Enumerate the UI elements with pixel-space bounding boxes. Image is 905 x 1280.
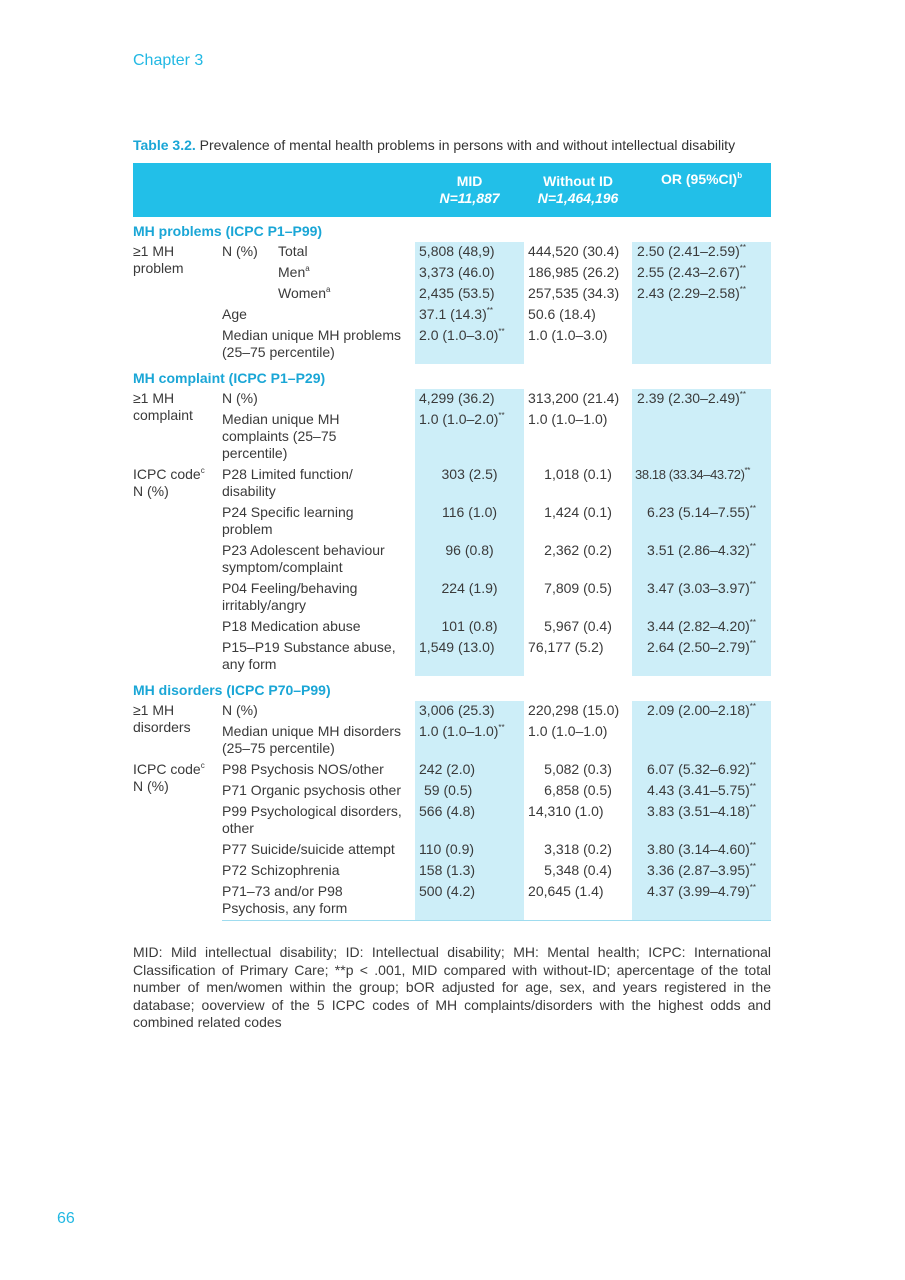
cell-or — [632, 242, 771, 263]
cell-mid: 116 (1.0) — [415, 503, 524, 541]
page-number: 66 — [57, 1210, 75, 1227]
cell-mid-value: 1.0 (1.0–2.0) — [419, 411, 499, 427]
table-row — [133, 389, 771, 410]
row-group-label — [133, 760, 222, 921]
row-measure: Median unique MH disorders (25–75 percentile) — [222, 723, 401, 756]
row-measure: P72 Schizophrenia — [222, 862, 340, 878]
row-measure: P04 Feeling/behaving irritably/angry — [222, 580, 358, 613]
row-group-label — [133, 326, 222, 364]
table-row — [133, 722, 771, 760]
section-title-row — [133, 217, 771, 242]
header-or-sup: b — [737, 171, 743, 180]
cell-mid — [415, 722, 524, 760]
footnote-marker: a — [305, 264, 310, 273]
cell-or-value: 3.51 (2.86–4.32) — [647, 542, 750, 558]
table-row — [133, 326, 771, 364]
row-measure: N (%) — [222, 390, 258, 406]
cell-mid: 158 (1.3) — [415, 861, 524, 882]
cell-without-id: 257,535 (34.3) — [528, 285, 620, 301]
cell-or — [632, 503, 771, 541]
significance-marker: ** — [739, 390, 747, 399]
cell-or-value: 38.18 (33.34–43.72) — [635, 467, 745, 482]
cell-without-id: 5,348 (0.4) — [544, 862, 612, 878]
cell-mid: 59 (0.5) — [415, 781, 524, 802]
cell-without-id: 5,082 (0.3) — [544, 761, 612, 777]
cell-mid: 96 (0.8) — [415, 541, 524, 579]
cell-or-value: 3.80 (3.14–4.60) — [647, 841, 750, 857]
cell-mid — [415, 305, 524, 326]
cell-without-id: 1,424 (0.1) — [544, 504, 612, 520]
significance-marker: ** — [749, 639, 757, 648]
cell-or-value: 2.64 (2.50–2.79) — [647, 639, 750, 655]
cell-without-id: 444,520 (30.4) — [528, 243, 620, 259]
row-measure: P71 Organic psychosis other — [222, 782, 401, 798]
cell-mid-value: 2.0 (1.0–3.0) — [419, 327, 499, 343]
cell-or-value: 6.23 (5.14–7.55) — [647, 504, 750, 520]
cell-or — [632, 326, 771, 364]
cell-or-value: 3.83 (3.51–4.18) — [647, 803, 750, 819]
cell-mid — [415, 326, 524, 364]
cell-mid: 566 (4.8) — [415, 802, 524, 840]
table-row — [133, 284, 771, 305]
table-caption-text: Prevalence of mental health problems in persons with and without intellectual disability — [199, 137, 736, 153]
row-measure — [222, 284, 278, 305]
row-measure: P18 Medication abuse — [222, 618, 361, 634]
cell-mid-value: 1.0 (1.0–1.0) — [419, 723, 499, 739]
cell-without-id: 3,318 (0.2) — [544, 841, 612, 857]
table-row — [133, 242, 771, 263]
table-caption — [133, 137, 773, 153]
cell-mid: 3,006 (25.3) — [415, 701, 524, 722]
row-group-label: ≥1 MH problem — [133, 243, 184, 276]
table-row — [133, 802, 771, 840]
row-measure: P28 Limited function/ disability — [222, 466, 353, 499]
row-measure: P98 Psychosis NOS/other — [222, 761, 384, 777]
significance-marker: ** — [498, 327, 505, 336]
table-row — [133, 541, 771, 579]
header-mid — [415, 163, 524, 217]
footnote-marker: c — [200, 761, 205, 770]
section-title: MH problems (ICPC P1–P99) — [133, 223, 323, 239]
cell-mid: 3,373 (46.0) — [415, 263, 524, 284]
significance-marker: ** — [739, 243, 747, 252]
cell-or-value: 2.39 (2.30–2.49) — [637, 390, 740, 406]
cell-or-value: 2.43 (2.29–2.58) — [637, 285, 740, 301]
cell-without-id: 220,298 (15.0) — [528, 702, 620, 718]
cell-mid: 242 (2.0) — [415, 760, 524, 781]
section-title: MH complaint (ICPC P1–P29) — [133, 370, 326, 386]
cell-without-id: 14,310 (1.0) — [528, 803, 604, 819]
table-row — [133, 305, 771, 326]
cell-mid: 101 (0.8) — [415, 617, 524, 638]
row-measure: N (%) — [222, 702, 258, 718]
row-subgroup — [278, 284, 415, 305]
cell-mid: 5,808 (48,9) — [415, 242, 524, 263]
cell-without-id: 20,645 (1.4) — [524, 882, 632, 921]
row-group-label: ≥1 MH disorders — [133, 702, 191, 735]
table-row — [133, 840, 771, 861]
cell-without-id: 1.0 (1.0–3.0) — [528, 327, 608, 343]
cell-or — [632, 802, 771, 840]
table-row — [133, 263, 771, 284]
significance-marker: ** — [749, 782, 757, 791]
table-row — [133, 882, 771, 921]
cell-or-value: 2.55 (2.43–2.67) — [637, 264, 740, 280]
cell-without-id: 1.0 (1.0–1.0) — [528, 723, 608, 739]
cell-mid: 224 (1.9) — [415, 579, 524, 617]
cell-or — [632, 579, 771, 617]
row-subgroup-text: Women — [278, 285, 326, 301]
header-mid-n: N=11,887 — [439, 190, 500, 206]
header-without-id — [524, 163, 632, 217]
significance-marker: ** — [749, 841, 757, 850]
cell-without-id: 6,858 (0.5) — [544, 782, 612, 798]
row-group-label: ≥1 MH complaint — [133, 390, 193, 423]
table-row — [133, 579, 771, 617]
table-footnote: MID: Mild intellectual disability; ID: Intellectual disability; MH: Mental health; ICPC: International Classification of Primary Care; **p < .001, MID compared with without-ID; apercentage of the total number of men/women within the group; bOR adjusted for age, sex, and years registered in the database; ooverview of the 5 ICPC codes of MH complaints/disorders with the highest odds and combined related codes — [133, 944, 771, 1031]
cell-mid: 4,299 (36.2) — [415, 389, 524, 410]
cell-or-value: 3.47 (3.03–3.97) — [647, 580, 750, 596]
significance-marker: ** — [749, 883, 757, 892]
table-row — [133, 638, 771, 676]
row-measure — [222, 263, 278, 284]
cell-or-value: 3.44 (2.82–4.20) — [647, 618, 750, 634]
header-without-id-n: N=1,464,196 — [537, 190, 619, 206]
cell-or — [632, 284, 771, 305]
table-header-row — [133, 163, 771, 217]
table-row — [133, 760, 771, 781]
cell-mid — [415, 410, 524, 465]
row-measure: P24 Specific learning problem — [222, 504, 354, 537]
cell-or — [632, 410, 771, 465]
significance-marker: ** — [498, 411, 505, 420]
header-blank-cell — [133, 163, 415, 217]
cell-mid-value: 37.1 (14.3) — [419, 306, 487, 322]
table-row — [133, 781, 771, 802]
significance-marker: ** — [749, 580, 757, 589]
row-group-label — [133, 305, 222, 326]
row-measure: Age — [222, 306, 247, 322]
row-measure: P77 Suicide/suicide attempt — [222, 841, 395, 857]
cell-or — [632, 465, 771, 503]
row-measure: P23 Adolescent behaviour symptom/complaint — [222, 542, 385, 575]
significance-marker: ** — [749, 761, 757, 770]
row-group-label-sub: N (%) — [133, 778, 169, 794]
cell-or — [632, 861, 771, 882]
prevalence-table — [133, 163, 771, 921]
row-measure: P15–P19 Substance abuse, any form — [222, 639, 396, 672]
cell-without-id: 50.6 (18.4) — [528, 306, 596, 322]
cell-mid: 303 (2.5) — [415, 465, 524, 503]
cell-mid: 2,435 (53.5) — [415, 284, 524, 305]
cell-without-id: 5,967 (0.4) — [544, 618, 612, 634]
row-measure: Median unique MH complaints (25–75 percentile) — [222, 411, 340, 461]
cell-or-value: 4.43 (3.41–5.75) — [647, 782, 750, 798]
significance-marker: ** — [749, 542, 757, 551]
cell-without-id: 2,362 (0.2) — [544, 542, 612, 558]
section-title-row — [133, 364, 771, 389]
cell-mid: 110 (0.9) — [415, 840, 524, 861]
header-or-label: OR (95%CI) — [660, 171, 738, 187]
table-row — [133, 503, 771, 541]
significance-marker: ** — [744, 466, 750, 475]
cell-or — [632, 882, 771, 921]
significance-marker: ** — [498, 723, 505, 732]
cell-or-value: 6.07 (5.32–6.92) — [647, 761, 750, 777]
cell-or — [632, 722, 771, 760]
cell-or — [632, 760, 771, 781]
table-row — [133, 861, 771, 882]
significance-marker: ** — [739, 264, 747, 273]
significance-marker: ** — [749, 862, 757, 871]
row-group-label — [133, 465, 222, 676]
cell-or — [632, 263, 771, 284]
cell-or — [632, 781, 771, 802]
row-group-label-sub: N (%) — [133, 483, 169, 499]
cell-mid: 1,549 (13.0) — [415, 638, 524, 676]
row-subgroup — [278, 263, 415, 284]
row-subgroup-text: Men — [278, 264, 306, 280]
significance-marker: ** — [486, 306, 493, 315]
chapter-header: Chapter 3 — [133, 52, 204, 69]
cell-without-id: 1,018 (0.1) — [544, 466, 612, 482]
section-title: MH disorders (ICPC P70–P99) — [133, 682, 331, 698]
cell-or — [632, 638, 771, 676]
table-row — [133, 701, 771, 722]
cell-or-value: 4.37 (3.99–4.79) — [647, 883, 750, 899]
cell-without-id: 313,200 (21.4) — [528, 390, 620, 406]
footnote-marker: a — [325, 285, 331, 294]
table-row — [133, 465, 771, 503]
table-row — [133, 410, 771, 465]
row-measure: P99 Psychological disorders, other — [222, 803, 402, 836]
cell-without-id: 186,985 (26.2) — [528, 264, 620, 280]
table-caption-label: Table 3.2. — [133, 137, 196, 153]
section-title-row — [133, 676, 771, 701]
significance-marker: ** — [749, 702, 757, 711]
header-mid-label: MID — [456, 173, 483, 189]
row-measure: N (%) — [222, 243, 258, 259]
cell-without-id: 76,177 (5.2) — [528, 639, 604, 655]
cell-or-value: 3.36 (2.87–3.95) — [647, 862, 750, 878]
cell-or — [632, 617, 771, 638]
row-group-label-text: ICPC code — [133, 761, 201, 777]
prevalence-table-wrapper — [133, 163, 771, 921]
significance-marker: ** — [749, 803, 757, 812]
cell-or — [632, 305, 771, 326]
cell-without-id: 1.0 (1.0–1.0) — [528, 411, 608, 427]
row-measure: P71–73 and/or P98 Psychosis, any form — [222, 882, 415, 921]
row-group-label-text: ICPC code — [133, 466, 201, 482]
cell-or — [632, 389, 771, 410]
cell-without-id: 7,809 (0.5) — [544, 580, 612, 596]
significance-marker: ** — [739, 285, 747, 294]
footnote-marker: c — [200, 466, 205, 475]
cell-mid: 500 (4.2) — [415, 882, 524, 921]
header-without-id-label: Without ID — [543, 173, 613, 189]
cell-or-value: 2.50 (2.41–2.59) — [637, 243, 740, 259]
header-or — [632, 163, 771, 217]
row-subgroup: Total — [278, 243, 308, 259]
row-measure: Median unique MH problems (25–75 percentile) — [222, 327, 401, 360]
significance-marker: ** — [749, 618, 757, 627]
cell-or-value: 2.09 (2.00–2.18) — [647, 702, 750, 718]
table-row — [133, 617, 771, 638]
significance-marker: ** — [749, 504, 757, 513]
cell-or — [632, 840, 771, 861]
cell-or — [632, 541, 771, 579]
cell-or — [632, 701, 771, 722]
